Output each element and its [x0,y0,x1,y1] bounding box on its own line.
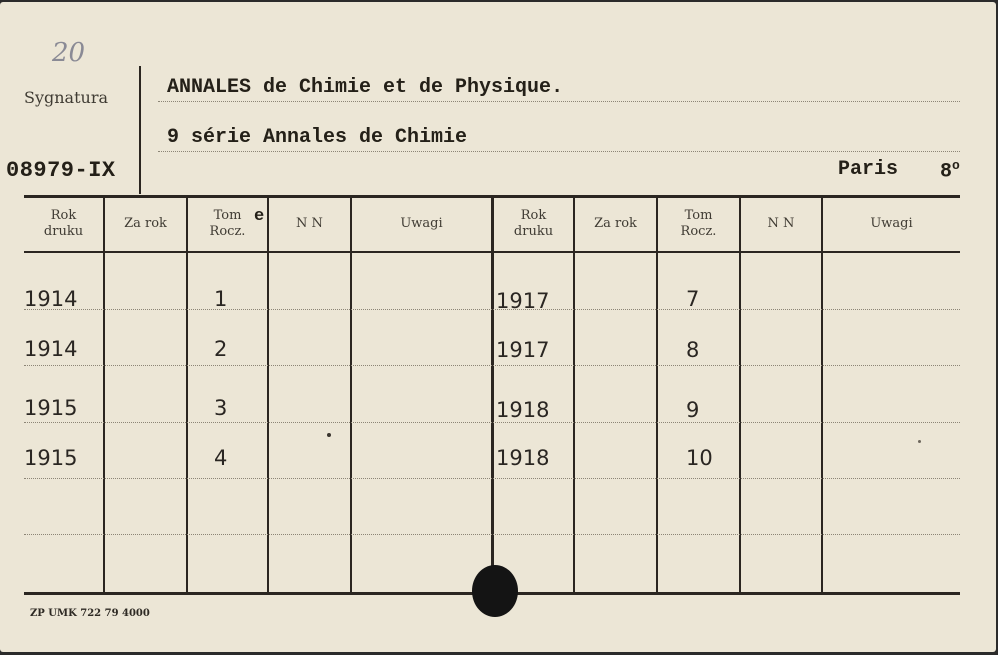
col-line-9 [821,198,823,592]
header-rok-druku-right: Rok druku [513,208,554,239]
row-2-year-left: 1914 [24,337,78,361]
row-4-year-left: 1915 [24,446,78,470]
row-dotline-5 [24,534,960,535]
col-line-6 [573,198,575,592]
title-line-1: ANNALES de Chimie et de Physique. [167,76,564,99]
header-tom-rocz-right: Tom Rocz. [680,208,717,239]
row-dotline-3 [24,422,960,423]
header-divider [139,66,141,194]
header-rok-druku-left: Rok druku [43,208,84,239]
call-number: 08979-IX [6,158,116,183]
header-uwagi-left: Uwagi [400,216,443,231]
col-line-3 [267,198,269,592]
header-nn-left: N N [296,216,323,231]
row-1-tom-left: 1 [214,287,228,311]
row-dotline-1 [24,309,960,310]
header-za-rok-right: Za rok [594,216,637,231]
ink-speck [918,440,921,443]
row-1-year-left: 1914 [24,287,78,311]
title-dotline-1 [158,101,960,102]
row-2-tom-left: 2 [214,337,228,361]
header-tom-rocz-left: Tom Rocz. [209,208,246,239]
format-superscript: o [952,158,960,173]
row-3-year-right: 1918 [496,398,550,422]
col-line-8 [739,198,741,592]
col-line-2 [186,198,188,592]
row-dotline-2 [24,365,960,366]
ink-speck [327,433,331,437]
row-4-year-right: 1918 [496,446,550,470]
handwritten-number: 20 [52,38,86,68]
title-line-2: 9 série Annales de Chimie [167,126,468,149]
row-3-tom-left: 3 [214,396,228,420]
col-line-4 [350,198,352,592]
row-1-tom-right: 7 [686,287,700,311]
tom-typed-extra: e [254,207,265,226]
row-1-year-right: 1917 [496,289,550,313]
col-line-7 [656,198,658,592]
header-uwagi-right: Uwagi [870,216,913,231]
format-number: 8 [940,160,953,184]
footer-print-mark: ZP UMK 722 79 4000 [30,608,150,619]
format [940,158,960,184]
header-za-rok-left: Za rok [124,216,167,231]
header-nn-right: N N [767,216,795,231]
sygnatura-label: Sygnatura [24,88,109,107]
row-3-tom-right: 9 [686,398,700,422]
place: Paris [838,158,899,181]
col-line-center [491,198,494,592]
row-2-year-right: 1917 [496,338,550,362]
row-4-tom-right: 10 [686,446,713,470]
row-dotline-4 [24,478,960,479]
row-3-year-left: 1915 [24,396,78,420]
punch-hole [472,565,518,617]
catalog-card [0,2,996,652]
row-4-tom-left: 4 [214,446,228,470]
col-line-1 [103,198,105,592]
title-dotline-2 [158,151,960,152]
row-2-tom-right: 8 [686,338,700,362]
